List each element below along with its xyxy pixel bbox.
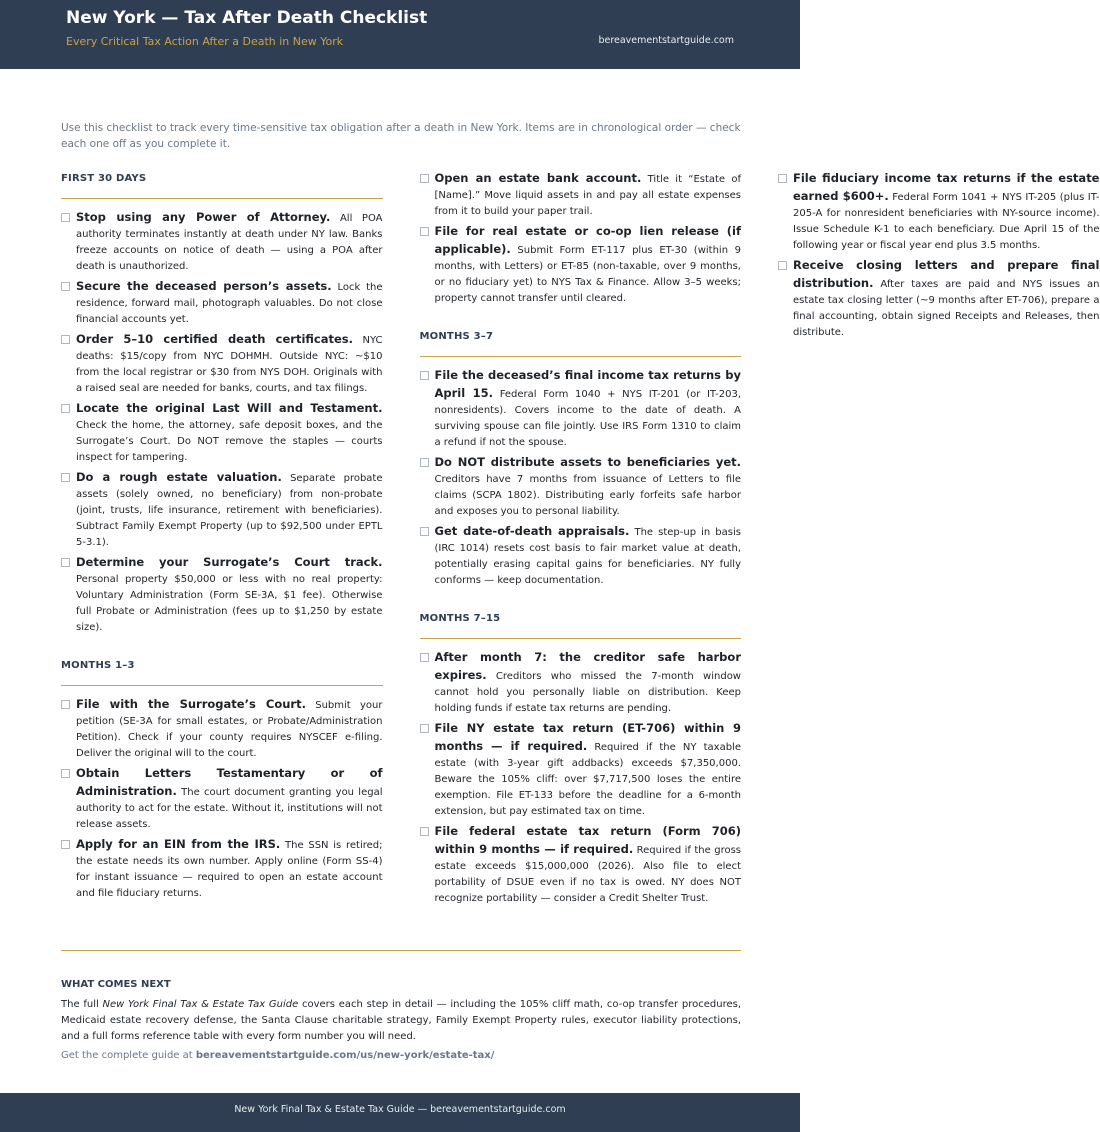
item-text: Lock the residence, forward mail, photograph valuables. Do not close financial accounts yet. bbox=[76, 282, 383, 325]
item-lead: Apply for an EIN from the IRS. bbox=[76, 837, 281, 851]
intro-text: Use this checklist to track every time-sensitive tax obligation after a death in New York. Items are in chronological order — check each one off as you complete it. bbox=[61, 122, 741, 150]
checklist-item bbox=[778, 170, 1100, 254]
item-lead: Get date-of-death appraisals. bbox=[434, 524, 630, 538]
item-text: NYC deaths: $15/copy from NYC DOHMH. Outside NYC: ~$10 from the local registrar or $30 from NYS DOH. Originals with a raised seal are needed for banks, courts, and tax filings. bbox=[76, 335, 383, 394]
item-text: Title it “Estate of [Name].” Move liquid assets in and pay all estate expenses from it to build your paper trail. bbox=[434, 174, 741, 217]
checklist-item bbox=[420, 649, 742, 717]
checklist-item bbox=[61, 278, 383, 328]
checkbox[interactable] bbox=[61, 213, 70, 222]
item-text: Federal Form 1040 + NYS IT-201 (or IT-203, nonresidents). Covers income to the date of death. A surviving spouse can file jointly. Use IRS Form 1310 to claim a refund if not the spouse. bbox=[434, 389, 741, 448]
item-text: Federal Form 1041 + NYS IT-205 (plus IT-205-A for nonresident beneficiaries with NY-source income). Issue Schedule K-1 to each beneficiary. Due April 15 of the following year or fiscal year end plus 3.5 months. bbox=[793, 192, 1100, 251]
item-lead: File for real estate or co-op lien release (if applicable). bbox=[434, 224, 741, 256]
guide-cta bbox=[61, 1050, 494, 1061]
checklist-item bbox=[61, 209, 383, 275]
item-text: Creditors who missed the 7-month window cannot hold you personally liable on distribution. Keep holding funds if estate tax returns are pending. bbox=[434, 671, 741, 714]
checklist-item bbox=[61, 469, 383, 551]
item-lead: Obtain Letters Testamentary or of Administration. bbox=[76, 766, 383, 798]
checklist-item bbox=[61, 836, 383, 902]
section-gap bbox=[420, 592, 742, 610]
next-body-guide-title: New York Final Tax & Estate Tax Guide bbox=[102, 999, 299, 1010]
checkbox[interactable] bbox=[61, 700, 70, 709]
checklist-item bbox=[61, 765, 383, 833]
checkbox[interactable] bbox=[420, 653, 429, 662]
section-title: MONTHS 1–3 bbox=[61, 660, 383, 686]
checklist-item bbox=[778, 257, 1100, 341]
checklist-item bbox=[61, 400, 383, 466]
section-title: FIRST 30 DAYS bbox=[61, 173, 383, 199]
footer-text: New York Final Tax & Estate Tax Guide — bereavementstartguide.com bbox=[234, 1104, 566, 1115]
item-text: Required if the gross estate exceeds $15,000,000 (2026). Also file to elect portability of DSUE even if no tax is owed. NY does NOT recognize portability — consider a Credit Shelter Trust. bbox=[434, 845, 741, 904]
item-lead: File federal estate tax return (Form 706) within 9 months — if required. bbox=[434, 824, 741, 856]
section-gap bbox=[420, 310, 742, 328]
checkbox[interactable] bbox=[420, 527, 429, 536]
item-text: Required if the NY taxable estate (with 3-year gift addbacks) exceeds $7,350,000. Beware the 105% cliff: over $7,717,500 loses the entire exemption. File ET-133 before the deadline for a 6-month extension, but pay estimated tax on time. bbox=[434, 742, 741, 817]
item-lead: Locate the original Last Will and Testament. bbox=[76, 401, 383, 415]
cta-text: Get the complete guide at bbox=[61, 1050, 196, 1061]
item-text: Creditors have 7 months from issuance of Letters to file claims (SCPA 1802). Distributing early forfeits safe harbor and exposes you to personal liability. bbox=[434, 474, 741, 517]
checkbox[interactable] bbox=[420, 371, 429, 380]
section-title: MONTHS 3–7 bbox=[420, 331, 742, 357]
item-text: The court document granting you legal authority to act for the estate. Without it, institutions will not release assets. bbox=[76, 787, 383, 830]
checklist-item bbox=[420, 454, 742, 520]
item-lead: Order 5–10 certified death certificates. bbox=[76, 332, 354, 346]
checkbox[interactable] bbox=[420, 227, 429, 236]
item-lead: Receive closing letters and prepare final distribution. bbox=[793, 258, 1100, 290]
section-gap bbox=[61, 639, 383, 657]
item-lead: After month 7: the creditor safe harbor expires. bbox=[434, 650, 741, 682]
item-lead: Determine your Surrogate’s Court track. bbox=[76, 555, 383, 569]
page-title: New York — Tax After Death Checklist bbox=[66, 8, 428, 28]
checklist-item bbox=[61, 696, 383, 762]
checklist-item bbox=[420, 367, 742, 451]
checklist-columns bbox=[61, 170, 1100, 922]
item-text: The SSN is retired; the estate needs its own number. Apply online (Form SS-4) for instant issuance — required to open an estate account and file fiduciary returns. bbox=[76, 840, 383, 899]
page-footer bbox=[0, 1093, 800, 1132]
checkbox[interactable] bbox=[778, 261, 787, 270]
checklist-item bbox=[420, 523, 742, 589]
item-text: The step-up in basis (IRC 1014) resets cost basis to fair market value at death, potentially erasing capital gains for beneficiaries. NY fully conforms — keep documentation. bbox=[434, 527, 741, 586]
header-site: bereavementstartguide.com bbox=[598, 35, 734, 46]
checkbox[interactable] bbox=[420, 458, 429, 467]
item-text: Separate probate assets (solely owned, no beneficiary) from non-probate (joint, trusts, life insurance, retirement with beneficiaries). Subtract Family Exempt Property (up to $92,500 under EPTL 5-3.1). bbox=[76, 473, 383, 548]
next-body-pre: The full bbox=[61, 999, 103, 1010]
checklist-item bbox=[61, 554, 383, 636]
checklist-item bbox=[420, 223, 742, 307]
checkbox[interactable] bbox=[61, 769, 70, 778]
checkbox[interactable] bbox=[61, 282, 70, 291]
checkbox[interactable] bbox=[778, 174, 787, 183]
page-header bbox=[0, 0, 800, 69]
checklist-item bbox=[420, 170, 742, 220]
item-lead: File NY estate tax return (ET-706) within 9 months — if required. bbox=[434, 721, 741, 753]
item-text: Submit Form ET-117 plus ET-30 (within 9 months, with Letters) or ET-85 (non-taxable, over 9 months, or no fiduciary yet) to NYS Tax & Finance. Allow 3–5 weeks; property cannot transfer until cleared. bbox=[434, 245, 741, 304]
item-lead: File the deceased’s final income tax returns by April 15. bbox=[434, 368, 741, 400]
checkbox[interactable] bbox=[61, 473, 70, 482]
item-lead: Secure the deceased person’s assets. bbox=[76, 279, 332, 293]
checkbox[interactable] bbox=[61, 335, 70, 344]
checkbox[interactable] bbox=[61, 558, 70, 567]
item-text: Check the home, the attorney, safe deposit boxes, and the Surrogate’s Court. Do NOT remove the staples — courts inspect for tampering. bbox=[76, 420, 383, 463]
checklist-item bbox=[420, 823, 742, 907]
checkbox[interactable] bbox=[61, 404, 70, 413]
item-text: Personal property $50,000 or less with no real property: Voluntary Administration (Form SE-3A, $1 fee). Otherwise full Probate or Administration (fees up to $1,250 by estate size). bbox=[76, 574, 383, 633]
next-body-post: covers each step in detail — including the 105% cliff math, co-op transfer procedures, Medicaid estate recovery defense, the Santa Clause charitable strategy, Family Exempt Property rules, executor liability protections, and a full forms reference table with every form number you will need. bbox=[61, 999, 741, 1042]
item-text: After taxes are paid and NYS issues an estate tax closing letter (~9 months after ET-706), prepare a final accounting, obtain signed Receipts and Releases, then distribute. bbox=[793, 279, 1100, 338]
divider bbox=[61, 950, 741, 951]
item-lead: File fiduciary income tax returns if the estate earned $600+. bbox=[793, 171, 1100, 203]
checklist-item bbox=[420, 720, 742, 820]
item-lead: Do NOT distribute assets to beneficiaries yet. bbox=[434, 455, 741, 469]
item-lead: Do a rough estate valuation. bbox=[76, 470, 282, 484]
next-title: WHAT COMES NEXT bbox=[61, 979, 171, 990]
item-text: All POA authority terminates instantly at death under NY law. Banks freeze accounts on notice of death — using a POA after death is unauthorized. bbox=[76, 213, 383, 272]
item-lead: Open an estate bank account. bbox=[434, 171, 642, 185]
checkbox[interactable] bbox=[420, 827, 429, 836]
guide-link[interactable]: bereavementstartguide.com/us/new-york/estate-tax/ bbox=[195, 1050, 495, 1061]
next-body bbox=[61, 997, 741, 1045]
checklist-item bbox=[61, 331, 383, 397]
checkbox[interactable] bbox=[420, 724, 429, 733]
checkbox[interactable] bbox=[61, 840, 70, 849]
checkbox[interactable] bbox=[420, 174, 429, 183]
section-title: MONTHS 7–15 bbox=[420, 613, 742, 639]
item-lead: Stop using any Power of Attorney. bbox=[76, 210, 331, 224]
item-lead: File with the Surrogate’s Court. bbox=[76, 697, 306, 711]
page-subtitle: Every Critical Tax Action After a Death in New York bbox=[66, 35, 344, 48]
item-text: Submit your petition (SE-3A for small estates, or Probate/Administration Petition). Check if your county requires NYSCEF e-filing. Deliver the original will to the court. bbox=[76, 700, 383, 759]
